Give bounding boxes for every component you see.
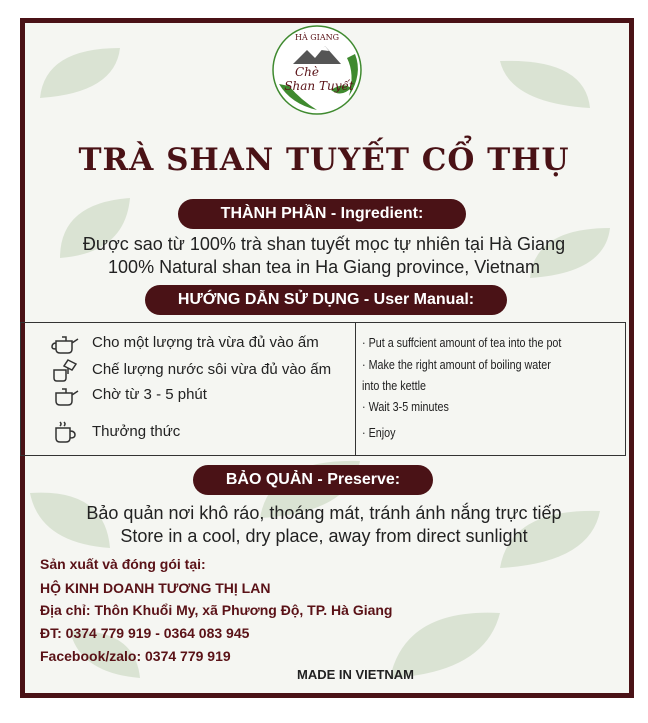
background-leaf-icon [495, 53, 595, 113]
producer-phone: ĐT: 0374 779 919 - 0364 083 945 [40, 625, 250, 641]
logo-brand-line1: Chè [294, 65, 320, 79]
ingredient-vi: Được sao từ 100% trà shan tuyết mọc tự nhiên tại Hà Giang [82, 234, 566, 254]
manual-en-step-3: · Wait 3-5 minutes [362, 400, 449, 414]
manual-en-step-4: · Enjoy [362, 426, 396, 440]
made-in: MADE IN VIETNAM [297, 667, 414, 682]
manual-step-3-text: Chờ từ 3 - 5 phút [92, 386, 207, 403]
teapot-wait-icon [50, 383, 82, 407]
manual-step-1 [50, 331, 319, 355]
producer-label: Sản xuất và đóng gói tại: [40, 556, 206, 572]
preserve-heading: BẢO QUẢN - Preserve: [193, 465, 433, 495]
ingredient-en: 100% Natural shan tea in Ha Giang province, Vietnam [108, 257, 540, 277]
manual-step-4 [50, 420, 180, 444]
background-leaf-icon [35, 43, 125, 103]
logo-region: HÀ GIANG [294, 33, 340, 42]
manual-step-1-text: Cho một lượng trà vừa đủ vào ấm [92, 334, 319, 351]
producer-name: HỘ KINH DOANH TƯƠNG THỊ LAN [40, 580, 271, 596]
manual-step-2 [50, 358, 331, 382]
ingredient-heading: THÀNH PHẦN - Ingredient: [178, 199, 466, 229]
manual-en-step-1: · Put a suffcient amount of tea into the pot [362, 336, 562, 350]
manual-step-2-text: Chế lượng nước sôi vừa đủ vào ấm [92, 361, 332, 378]
preserve-en: Store in a cool, dry place, away from direct sunlight [120, 526, 528, 546]
manual-step-4-text: Thưởng thức [92, 423, 181, 440]
tea-cup-icon [50, 420, 82, 444]
manual-heading: HƯỚNG DẪN SỬ DỤNG - User Manual: [145, 285, 507, 315]
preserve-vi: Bảo quản nơi khô ráo, thoáng mát, tránh ánh nắng trực tiếp [86, 503, 562, 523]
brand-logo [271, 24, 363, 116]
logo-brand-line2: Shan Tuyết [284, 79, 354, 93]
producer-address: Địa chỉ: Thôn Khuổi My, xã Phương Độ, TP. Hà Giang [40, 602, 393, 618]
producer-social: Facebook/zalo: 0374 779 919 [40, 648, 231, 664]
manual-en-step-2: · Make the right amount of boiling water [362, 358, 551, 372]
product-title: TRÀ SHAN TUYẾT CỔ THỤ [78, 142, 570, 178]
manual-en-step-2b: into the kettle [362, 379, 426, 393]
pour-water-icon [50, 358, 82, 382]
manual-step-3 [50, 383, 207, 407]
teapot-icon [50, 331, 82, 355]
